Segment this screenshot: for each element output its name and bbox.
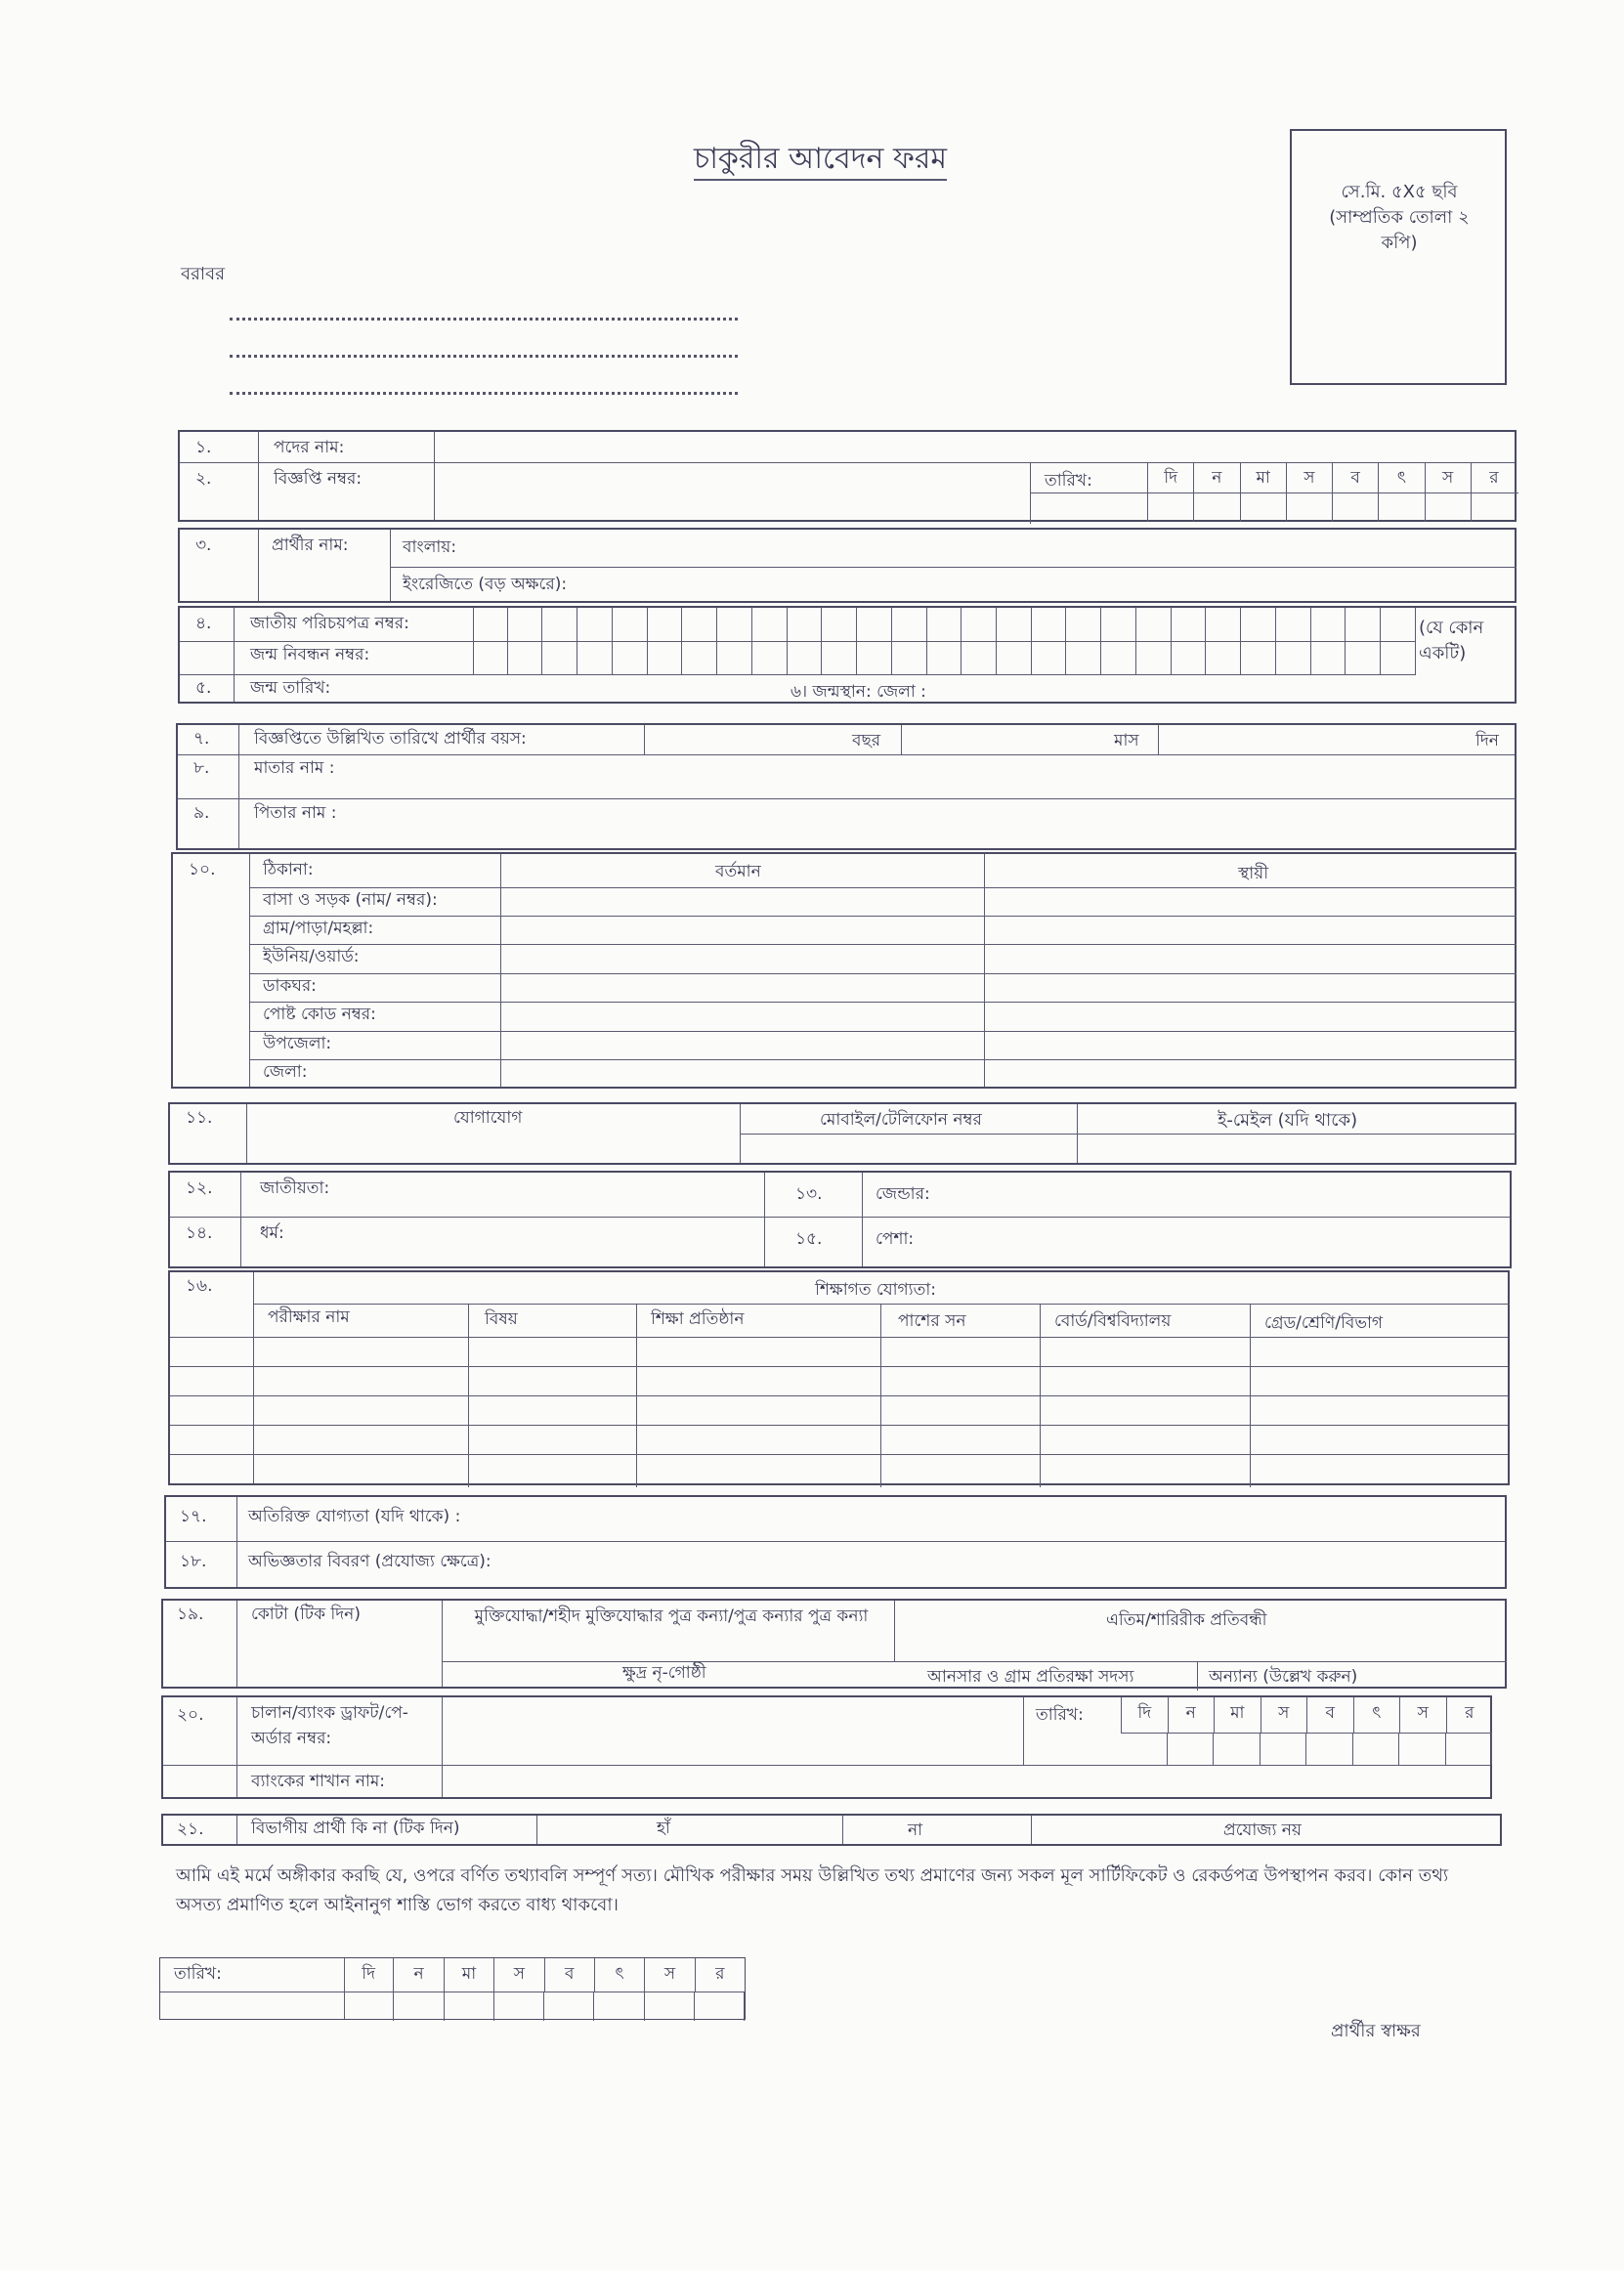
quota-ethnic-minority[interactable]: ক্ষুদ্র নৃ-গোষ্ঠী bbox=[622, 1663, 706, 1683]
date-month1: মা bbox=[1215, 1697, 1261, 1733]
date-year2: ৎ bbox=[1354, 1697, 1401, 1733]
departmental-yes[interactable]: হাঁ bbox=[657, 1819, 670, 1838]
either-note: (যে কোন একটি) bbox=[1419, 618, 1484, 664]
address-item-village: গ্রাম/পাড়া/মহল্লা: bbox=[263, 919, 374, 938]
education-table bbox=[168, 1270, 1510, 1485]
religion-label: ধর্ম: bbox=[260, 1223, 284, 1243]
row-number: ৯. bbox=[193, 803, 210, 823]
row-number: ৩. bbox=[195, 535, 212, 555]
date-year3: স bbox=[645, 1958, 695, 1992]
row-number: ১২. bbox=[186, 1178, 213, 1198]
date-year3: স bbox=[1426, 462, 1472, 522]
quota-section bbox=[161, 1599, 1507, 1689]
payment-section bbox=[161, 1695, 1492, 1799]
date-year4: র bbox=[1489, 468, 1499, 488]
post-section bbox=[178, 430, 1517, 522]
date-year1: ব bbox=[1307, 1697, 1354, 1733]
date-month2: স bbox=[494, 1958, 544, 1992]
challan-label: চালান/ব্যাংক ড্রাফট/পে-অর্ডার নম্বর: bbox=[251, 1703, 408, 1748]
bank-branch-label: ব্যাংকের শাখান নাম: bbox=[251, 1772, 385, 1791]
personal-info-section bbox=[168, 1171, 1512, 1268]
ad-number-label: বিজ্ঞপ্তি নম্বর: bbox=[274, 469, 363, 489]
address-line-2[interactable] bbox=[230, 355, 738, 358]
education-title: শিক্ষাগত যোগ্যতা: bbox=[815, 1280, 937, 1300]
age-day-label: দিন bbox=[1475, 731, 1499, 750]
address-item-union: ইউনিয়/ওয়ার্ড: bbox=[263, 947, 360, 966]
edu-col-year: পাশের সন bbox=[898, 1311, 966, 1331]
photo-instructions: সে.মি. ৫X৫ ছবি (সাম্প্রতিক তোলা ২ কপি) bbox=[1329, 182, 1470, 254]
dob-label: জন্ম তারিখ: bbox=[250, 678, 331, 698]
name-bangla-label: বাংলায়: bbox=[403, 537, 457, 557]
footer-date-boxes[interactable] bbox=[344, 1992, 745, 2021]
birthplace-label: ৬। জন্মস্থান: জেলা : bbox=[791, 682, 926, 702]
footer-date-field[interactable] bbox=[344, 1958, 745, 1992]
nid-label: জাতীয় পরিচয়পত্র নম্বর: bbox=[250, 614, 409, 633]
date-year1: ব bbox=[1333, 462, 1379, 522]
contact-section bbox=[168, 1102, 1517, 1165]
occupation-label: পেশা: bbox=[876, 1229, 915, 1249]
row-number: ৭. bbox=[193, 729, 210, 749]
edu-col-board: বোর্ড/বিশ্ববিদ্যালয় bbox=[1054, 1311, 1172, 1331]
applicant-name-label: প্রার্থীর নাম: bbox=[272, 535, 349, 555]
row-number: ৫. bbox=[195, 678, 212, 698]
extra-experience-section bbox=[164, 1495, 1507, 1589]
departmental-no[interactable]: না bbox=[908, 1820, 923, 1840]
date-month2: স bbox=[1261, 1697, 1308, 1733]
address-item-postoffice: ডাকঘর: bbox=[263, 976, 317, 996]
photo-box[interactable] bbox=[1290, 129, 1507, 385]
address-item-house: বাসা ও সড়ক (নাম/ নম্বর): bbox=[263, 890, 438, 910]
quota-ansar-vdp[interactable]: আনসার ও গ্রাম প্রতিরক্ষা সদস্য bbox=[927, 1667, 1134, 1687]
date-year2: ৎ bbox=[595, 1958, 645, 1992]
name-section bbox=[178, 528, 1517, 603]
signature-label: প্রার্থীর স্বাক্ষর bbox=[1331, 2021, 1421, 2041]
father-name-label: পিতার নাম : bbox=[254, 803, 337, 823]
row-number: ১৯. bbox=[177, 1605, 204, 1624]
address-line-1[interactable] bbox=[230, 318, 738, 321]
footer-date-label: তারিখ: bbox=[174, 1964, 222, 1984]
row-number: ২০. bbox=[177, 1705, 204, 1725]
mobile-label: মোবাইল/টেলিফোন নম্বর bbox=[820, 1110, 982, 1130]
address-label: ঠিকানা: bbox=[263, 860, 314, 879]
age-label: বিজ্ঞপ্তিতে উল্লিখিত তারিখে প্রার্থীর বয়স: bbox=[254, 729, 527, 749]
experience-label: অভিজ্ঞতার বিবরণ (প্রযোজ্য ক্ষেত্রে): bbox=[248, 1552, 491, 1571]
age-parents-section bbox=[176, 723, 1517, 850]
row-number: ১৪. bbox=[186, 1223, 213, 1243]
declaration-text: আমি এই মর্মে অঙ্গীকার করছি যে, ওপরে বর্ণিত তথ্যাবলি সম্পূর্ণ সত্য। মৌখিক পরীক্ষার সময় উল্লিখিত তথ্য প্রমাণের জন্য সকল মূল সার্টিফিকেট ও রেকর্ডপত্র উপস্থাপন করব। কোন তথ্য অসত্য প্রমাণিত হলে আইনানুগ শাস্তি ভোগ করতে বাধ্য থাকবো। bbox=[176, 1865, 1449, 1915]
email-label: ই-মেইল (যদি থাকে) bbox=[1218, 1110, 1358, 1131]
row-number: ১১. bbox=[186, 1108, 213, 1128]
edu-col-grade: গ্রেড/শ্রেণি/বিভাগ bbox=[1264, 1313, 1384, 1333]
date-day1: দি bbox=[1122, 1697, 1169, 1733]
departmental-label: বিভাগীয় প্রার্থী কি না (টিক দিন) bbox=[251, 1819, 460, 1838]
address-item-district: জেলা: bbox=[263, 1062, 308, 1082]
edu-col-institution: শিক্ষা প্রতিষ্ঠান bbox=[651, 1309, 745, 1329]
date-year4: র bbox=[1465, 1703, 1474, 1723]
address-line-3[interactable] bbox=[230, 392, 738, 395]
row-number: ১৫. bbox=[795, 1229, 823, 1249]
present-address-header: বর্তমান bbox=[715, 862, 761, 881]
form-title: চাকুরীর আবেদন ফরম bbox=[694, 142, 947, 181]
row-number: ১৩. bbox=[795, 1184, 823, 1204]
age-month-label: মাস bbox=[1114, 731, 1139, 750]
row-number: ২. bbox=[195, 469, 212, 489]
quota-freedom-fighter[interactable]: মুক্তিযোদ্ধা/শহীদ মুক্তিযোদ্ধার পুত্র কন্যা/পুত্র কন্যার পুত্র কন্যা bbox=[474, 1606, 869, 1626]
contact-label: যোগাযোগ bbox=[453, 1108, 523, 1128]
date-day1: দি bbox=[344, 1958, 394, 1992]
row-number: ২১. bbox=[177, 1820, 204, 1839]
date-year4: র bbox=[715, 1964, 725, 1984]
row-number: ১. bbox=[195, 438, 212, 457]
address-section bbox=[171, 852, 1517, 1089]
payment-date-label: তারিখ: bbox=[1036, 1705, 1084, 1725]
departmental-section bbox=[161, 1814, 1502, 1846]
date-day2: ন bbox=[394, 1958, 444, 1992]
id-section bbox=[178, 606, 1517, 704]
gender-label: জেন্ডার: bbox=[876, 1184, 930, 1204]
quota-other[interactable]: অন্যান্য (উল্লেখ করুন) bbox=[1209, 1667, 1358, 1687]
quota-label: কোটা (টিক দিন) bbox=[251, 1605, 361, 1624]
row-number: ১০. bbox=[189, 860, 216, 879]
edu-col-subject: বিষয় bbox=[485, 1309, 518, 1329]
date-month1: মা bbox=[1241, 462, 1287, 522]
edu-col-exam: পরীক্ষার নাম bbox=[268, 1307, 350, 1327]
row-number: ৮. bbox=[193, 758, 210, 778]
birth-reg-label: জন্ম নিবন্ধন নম্বর: bbox=[250, 645, 370, 664]
date-month2: স bbox=[1287, 462, 1333, 522]
nationality-label: জাতীয়তা: bbox=[260, 1178, 330, 1198]
row-number: ১৮. bbox=[180, 1552, 207, 1571]
post-name-label: পদের নাম: bbox=[274, 438, 345, 457]
row-number: ৪. bbox=[195, 614, 212, 633]
to-label: বরাবর bbox=[181, 264, 226, 284]
payment-date-boxes[interactable] bbox=[1121, 1734, 1492, 1765]
date-year3: স bbox=[1400, 1697, 1447, 1733]
nid-digit-boxes[interactable] bbox=[473, 608, 1416, 674]
extra-qualification-label: অতিরিক্ত যোগ্যতা (যদি থাকে) : bbox=[248, 1507, 461, 1526]
quota-orphan-disabled[interactable]: এতিম/শারিরীক প্রতিবন্ধী bbox=[1106, 1610, 1267, 1630]
address-item-upazila: উপজেলা: bbox=[263, 1034, 332, 1053]
date-day2: ন bbox=[1194, 462, 1240, 522]
permanent-address-header: স্থায়ী bbox=[1238, 864, 1269, 883]
departmental-na[interactable]: প্রযোজ্য নয় bbox=[1223, 1820, 1302, 1840]
date-label: তারিখ: bbox=[1045, 471, 1092, 491]
date-day1: দি bbox=[1148, 462, 1194, 522]
name-english-label: ইংরেজিতে (বড় অক্ষরে): bbox=[403, 575, 568, 594]
date-month1: মা bbox=[445, 1958, 494, 1992]
row-number: ১৭. bbox=[180, 1507, 207, 1526]
mother-name-label: মাতার নাম : bbox=[254, 758, 335, 778]
age-year-label: বছর bbox=[852, 731, 881, 750]
date-day2: ন bbox=[1169, 1697, 1216, 1733]
footer-date-box bbox=[159, 1957, 746, 2020]
address-item-postcode: পোষ্ট কোড নম্বর: bbox=[263, 1005, 376, 1024]
date-year2: ৎ bbox=[1379, 462, 1425, 522]
payment-date-field[interactable] bbox=[1121, 1697, 1492, 1734]
date-year1: ব bbox=[545, 1958, 595, 1992]
row-number: ১৬. bbox=[186, 1276, 213, 1296]
